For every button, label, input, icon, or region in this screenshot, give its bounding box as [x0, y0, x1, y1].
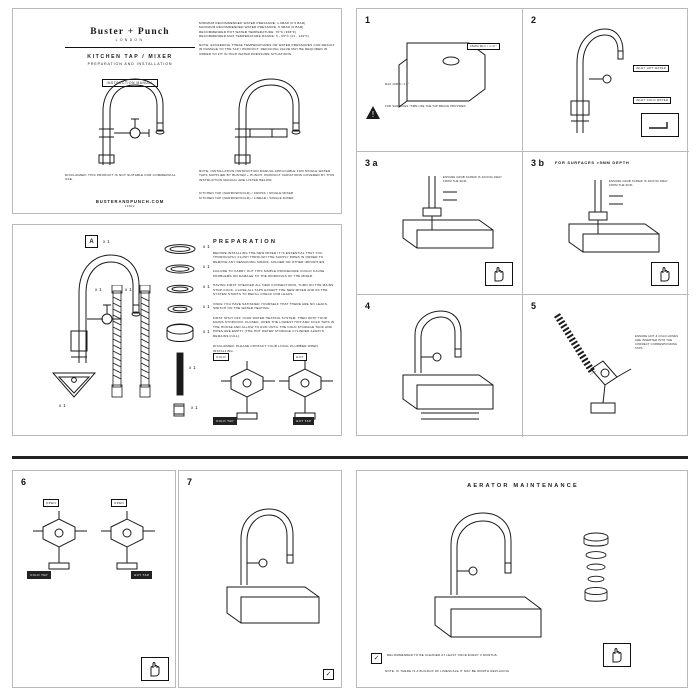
step-1-number: 1	[365, 15, 371, 25]
cold-tap-label-6: COLD TAP	[27, 571, 51, 579]
part-hose-hot	[109, 285, 125, 403]
inlet-hot-label: INLET HOT WATER	[633, 65, 669, 72]
part-triangular-bracket	[49, 367, 99, 401]
step-1-cell	[357, 9, 522, 151]
step-4-number: 4	[365, 301, 371, 311]
disclaimer-right: NOTE: INSTALLATION INSTRUCTION MANUAL APPLICABLE FOR SINGLE WATER TAPS SUPPLIED BY BUSTER + PUNCH. PRODUCT VARIATIONS COVERED BY THIS INSTRUCTION MANUAL ARE LISTED BELOW:	[199, 169, 335, 182]
valve-hot-open-illustration	[99, 509, 157, 571]
step-3a-number: 3 a	[365, 158, 378, 168]
hose-hot-qty: x 1	[95, 287, 103, 292]
prep-para-2: HAVING FIRST CHECKED ALL NEW CONNECTIONS, TURN ON THE MAINS STOP-COCK. CLOSE ALL TAPS EXCEPT THE NEW MIXER AND AS THE SYSTEM STARTS TO REFILL CHECK FOR LEAKS.	[213, 283, 334, 297]
aerator-exploded-parts	[573, 529, 619, 605]
prep-para-3: ONCE YOU HAVE SATISFIED YOURSELF THAT THERE ARE NO LEAKS, SWITCH ON THE WATER HEATING.	[213, 301, 329, 311]
prep-para-0: BEFORE INSTALLING THE NEW MIXER IT IS ESSENTIAL THAT YOU THOROUGHLY FLUSH THROUGH THE SUPPLY PIPES IN ORDER TO REMOVE ANY REMAINING SWARF, SOLDER OR OTHER IMPURITIES.	[213, 251, 326, 264]
step-5-cell	[523, 295, 689, 437]
step-2-cell	[523, 9, 689, 151]
spec-line-0: MINIMUM RECOMMENDED WATER PRESSURE: 1.0BAR (0.5 BAR)	[199, 21, 306, 25]
max-thickness-label: MAX 40MM / 1.6"	[385, 83, 409, 86]
step-2-number: 2	[531, 15, 537, 25]
warning-triangle-icon	[365, 105, 381, 121]
grub-screw-note-3a: ENSURE GRUB SCREW IS FACING AWAY FROM THE SINK.	[443, 176, 502, 183]
cold-open-label: COLD	[213, 353, 229, 361]
product-title: KITCHEN TAP / MIXER	[87, 54, 173, 60]
valve-cold-open-illustration	[31, 509, 89, 571]
preparation-panel	[12, 224, 342, 436]
part-washer-ring	[163, 263, 197, 275]
valve-hot-illustration	[277, 359, 335, 421]
step-7-tick-icon: ✓	[323, 669, 334, 680]
hot-open-label: HOT	[293, 353, 307, 361]
part-threaded-stud	[173, 351, 187, 397]
part-tap-body	[51, 247, 151, 365]
step-6-panel	[12, 470, 176, 688]
aerator-panel	[356, 470, 688, 688]
part-o-ring-large	[163, 243, 197, 255]
spec-note: NOTE: EXCEEDING THESE TEMPERATURES OR WATER PRESSURES CAN RESULT IN DAMAGE TO THE TAP / PRODUCT, REDUCING VALVE MAY BE REQUIRED IN ORDER TO FIT IN HIGH WATER PRESSURE SITUATIONS.	[199, 42, 335, 56]
grub-screw-note-3b: ENSURE GRUB SCREW IS FACING AWAY FROM THE SINK.	[609, 180, 668, 187]
section-divider	[12, 456, 688, 459]
fixing-plate-qty: x 1	[203, 329, 211, 334]
hand-warning-icon-3b	[651, 262, 679, 286]
prep-disclaimer: DISCLAIMER: PLEASE CONTACT YOUR LOCAL PLUMBER WHEN INSTALLING.	[213, 344, 318, 353]
valve-cold-illustration	[219, 359, 277, 421]
metal-washer-qty: x 1	[203, 304, 211, 309]
tap-illustration-cross	[73, 71, 191, 167]
aerator-title: AERATOR MAINTENANCE	[467, 483, 579, 489]
surface-note: FOR SURFACES <5MM USE THE TAP BRACE PROVIDED	[385, 105, 466, 108]
svg-text:!: !	[371, 110, 375, 119]
part-nut	[169, 401, 189, 419]
inlet-cold-label: INLET COLD WATER	[633, 97, 671, 104]
step-4-cell	[357, 295, 522, 437]
stud-qty: x 1	[189, 365, 197, 370]
divider	[65, 47, 195, 48]
rubber-gasket-qty: x 1	[203, 284, 211, 289]
cover-panel	[12, 8, 342, 214]
aerator-tick-icon: ✓	[371, 653, 382, 664]
disclaimer-left: DISCLAIMER: THIS PRODUCT IS NOT SUITABLE FOR COMMERCIAL USE.	[65, 173, 176, 182]
hot-tap-label: HOT TAP	[293, 417, 314, 425]
variant-1: KITCHEN TAP (NARROW/COLD) / LINEAR / SINGLE MIXER	[199, 196, 294, 200]
bracket-qty: x 1	[59, 403, 67, 408]
aerator-note-sub: NOTE: IF THERE IS A BUILDUP OF LIMESCALE IT MAY BE WORTH REPLACING	[385, 669, 510, 673]
part-hose-cold	[137, 285, 153, 403]
allen-key-icon-box	[641, 113, 679, 137]
issue-code: 10822	[124, 205, 136, 208]
hole-diameter-label: 35MM MIN / 1.37"	[467, 43, 500, 50]
brand-location: LONDON	[115, 38, 145, 42]
hand-warning-icon-6	[141, 657, 169, 681]
o-ring-qty: x 1	[203, 244, 211, 249]
preparation-title: PREPARATION	[213, 239, 278, 245]
spec-line-1: MAXIMUM RECOMMENDED WATER PRESSURE: 5.0BAR (5 BAR)	[199, 25, 304, 30]
cold-tap-label: COLD TAP	[213, 417, 237, 425]
variant-0: KITCHEN TAP (NARROW/COLD) / CROSS / SINGLE MIXER	[199, 191, 294, 195]
spec-line-2: RECOMMENDED HOT WATER TEMPERATURE: 70°C (158°F)	[199, 29, 297, 34]
preparation-text-block	[213, 239, 335, 353]
spec-line-3: RECOMMENDED MAX TEMPERATURE RANGE: 5 - 65°C (41 - 149°F)	[199, 34, 309, 39]
part-metal-washer	[163, 303, 197, 315]
step-3b-number: 3 b	[531, 158, 545, 168]
part-a-letter: A	[85, 235, 98, 248]
part-fixing-plate	[163, 321, 197, 349]
step-5-number: 5	[531, 301, 537, 311]
open-label-right: OPEN	[111, 499, 127, 507]
step-7-panel	[178, 470, 342, 688]
manual-badge: INSTRUCTION MANUAL	[102, 79, 159, 87]
step-6-number: 6	[21, 477, 27, 487]
step-3a-cell	[357, 152, 522, 294]
hot-tap-label-6: HOT TAP	[131, 571, 152, 579]
part-rubber-gasket	[163, 283, 197, 295]
specifications-block	[199, 21, 337, 56]
aerator-note-main: RECOMMENDED TO BE CLEANED AT LEAST ONCE EVERY 3 MONTHS.	[387, 653, 499, 657]
brand-name: Buster + Punch	[90, 27, 170, 37]
prep-para-1: FAILURE TO CARRY OUT THIS SIMPLE PROCEDURE COULD CAUSE PROBLEMS OR DAMAGE TO THE WORKINGS OF THE MIXER.	[213, 269, 325, 278]
nut-qty: x 1	[191, 405, 199, 410]
hand-warning-icon-3a	[485, 262, 513, 286]
step-3b-cell	[523, 152, 689, 294]
part-a-qty: x 1	[103, 239, 111, 244]
product-subtitle: PREPARATION AND INSTALLATION	[87, 62, 173, 66]
hose-correspondence-note: ENSURE HOT & COLD HOSES ARE INSERTED INTO THE CORRECT CORRESPONDING TAPS.	[635, 335, 679, 350]
steps-grid-panel	[356, 8, 688, 436]
tap-illustration-linear	[209, 71, 327, 167]
washer-ring-qty: x 1	[203, 264, 211, 269]
website: BUSTERANDPUNCH.COM	[95, 199, 165, 204]
open-label-left: OPEN	[43, 499, 59, 507]
prep-para-4: FIRST SHUT OFF YOUR WATER HEATING SYSTEM, THEN WITH YOUR MAINS STOPCOCK CLOSED, OPEN THE LOWEST HOT AND COLD TAPS IN THE HOUSE AND ALLOW TO RUN UNTIL THE COLD STORAGE TANK AND PIPES ARE EMPTY (THE HOT WATER STORAGE CYLINDER ALWAYS REMAINS FULL).	[213, 315, 335, 338]
hose-cold-qty: x 1	[125, 287, 133, 292]
step-3b-heading: FOR SURFACES >5MM DEPTH	[555, 160, 630, 165]
hand-warning-icon-aerator	[603, 643, 631, 667]
step-7-number: 7	[187, 477, 193, 487]
